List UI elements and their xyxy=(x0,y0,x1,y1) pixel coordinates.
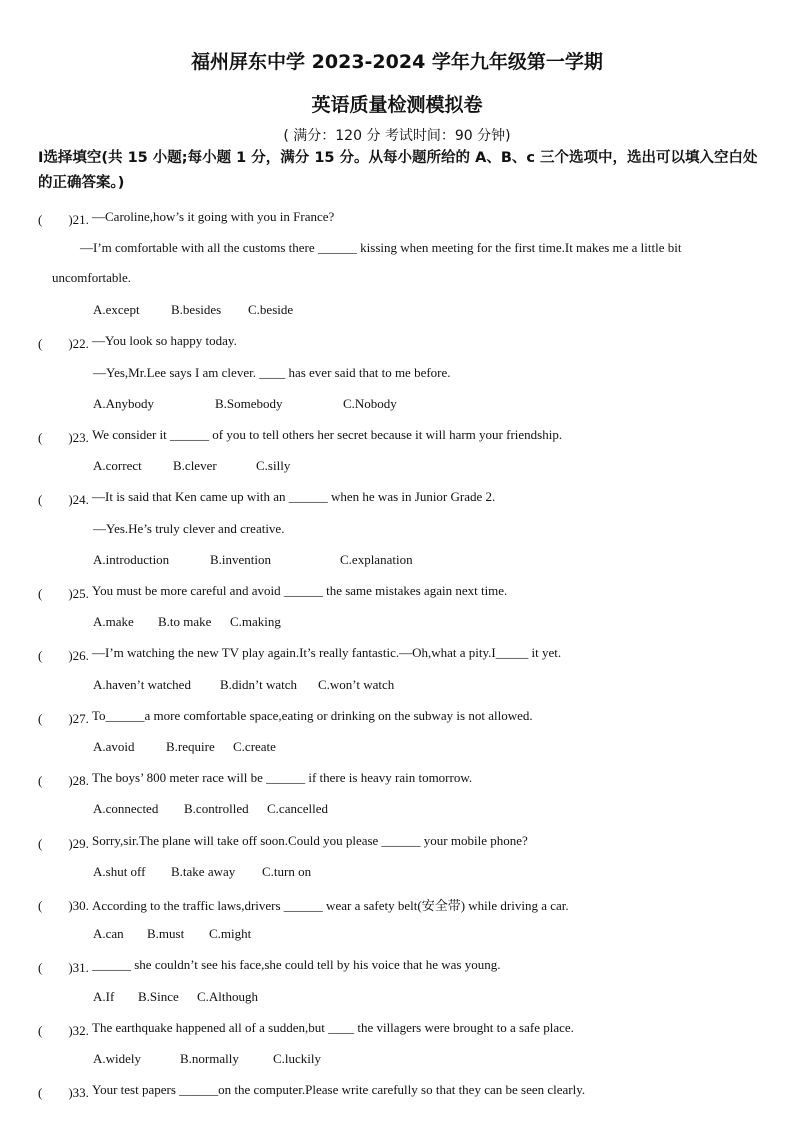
option-a: A.widely xyxy=(93,1051,142,1066)
question-stem: To______a more comfortable space,eating or drinking on the subway is not allowed. xyxy=(92,708,533,723)
question-number: ( )22. xyxy=(38,336,89,351)
question-number: ( )31. xyxy=(38,960,89,975)
answer-options xyxy=(93,458,291,474)
question-number: ( )25. xyxy=(38,586,89,601)
option-c: C.Although xyxy=(197,989,259,1004)
question-number: ( )27. xyxy=(38,711,89,726)
question-stem: Sorry,sir.The plane will take off soon.Could you please ______ your mobile phone? xyxy=(92,833,528,848)
option-b: B.to make xyxy=(158,614,212,629)
answer-options xyxy=(93,614,281,630)
question-stem: Your test papers ______on the computer.Please write carefully so that they can be seen clearly. xyxy=(92,1082,586,1097)
option-c: C.making xyxy=(230,614,281,629)
answer-options xyxy=(93,926,252,942)
question-number: ( )29. xyxy=(38,836,89,851)
question-stem: —I’m watching the new TV play again.It’s really fantastic.—Oh,what a pity.I_____ it yet. xyxy=(92,645,562,660)
question-number: ( )21. xyxy=(38,212,89,227)
option-a: A.If xyxy=(93,989,115,1004)
question-number: ( )26. xyxy=(38,648,89,663)
question-stem-line: —I’m comfortable with all the customs there ______ kissing when meeting for the first time.It makes me a little bit xyxy=(80,240,682,255)
question-stem: ______ she couldn’t see his face,she could tell by his voice that he was young. xyxy=(92,957,501,972)
option-c: C.create xyxy=(233,739,276,754)
option-b: B.normally xyxy=(180,1051,239,1066)
option-a: A.connected xyxy=(93,801,159,816)
question-stem: —You look so happy today. xyxy=(92,333,237,348)
option-c: C.cancelled xyxy=(267,801,328,816)
option-b: B.invention xyxy=(210,552,272,567)
answer-options xyxy=(93,864,312,880)
option-c: C.silly xyxy=(256,458,291,473)
answer-options xyxy=(93,396,397,412)
question-stem-line: uncomfortable. xyxy=(52,270,132,285)
answer-options xyxy=(93,989,259,1005)
option-c: C.might xyxy=(209,926,252,941)
question-stem: The earthquake happened all of a sudden,but ____ the villagers were brought to a safe place. xyxy=(92,1020,574,1035)
question-number: ( )32. xyxy=(38,1023,89,1038)
option-a: A.avoid xyxy=(93,739,135,754)
question-stem: According to the traffic laws,drivers ______ wear a safety belt(安全带) while driving a car. xyxy=(92,898,569,913)
question-number: ( )24. xyxy=(38,492,89,507)
option-c: C.won’t watch xyxy=(318,677,395,692)
section-instruction: Ⅰ选择填空(共 15 小题;每小题 1 分，满分 15 分。从每小题所给的 A、B、c 三个选项中，选出可以填入空白处的正确答案。) xyxy=(38,150,758,191)
option-a: A.make xyxy=(93,614,134,629)
option-b: B.Somebody xyxy=(215,396,283,411)
option-c: C.turn on xyxy=(262,864,312,879)
question-stem: We consider it ______ of you to tell others her secret because it will harm your friendship. xyxy=(92,427,563,442)
answer-options xyxy=(93,801,328,817)
question-number: ( )23. xyxy=(38,430,89,445)
option-b: B.clever xyxy=(173,458,217,473)
option-b: B.controlled xyxy=(184,801,249,816)
exam-info: ( 满分：120 分 考试时间：90 分钟) xyxy=(283,128,511,144)
option-c: C.explanation xyxy=(340,552,413,567)
answer-options xyxy=(93,677,395,693)
question-stem: The boys’ 800 meter race will be ______ if there is heavy rain tomorrow. xyxy=(92,770,473,785)
answer-options xyxy=(93,739,276,755)
option-a: A.correct xyxy=(93,458,142,473)
question-stem-line: —Yes,Mr.Lee says I am clever. ____ has ever said that to me before. xyxy=(93,365,451,380)
option-a: A.shut off xyxy=(93,864,146,879)
question-stem: You must be more careful and avoid ______ the same mistakes again next time. xyxy=(92,583,508,598)
option-a: A.can xyxy=(93,926,124,941)
option-a: A.Anybody xyxy=(93,396,155,411)
question-number: ( )33. xyxy=(38,1085,89,1100)
option-b: B.must xyxy=(147,926,185,941)
option-b: B.take away xyxy=(171,864,236,879)
answer-options xyxy=(93,302,294,318)
answer-options xyxy=(93,1051,322,1067)
page-subtitle: 英语质量检测模拟卷 xyxy=(311,94,483,116)
question-number: ( )28. xyxy=(38,773,89,788)
option-a: A.haven’t watched xyxy=(93,677,191,692)
option-b: B.didn’t watch xyxy=(220,677,298,692)
option-b: B.besides xyxy=(171,302,222,317)
question-stem: —Caroline,how’s it going with you in France? xyxy=(92,209,335,224)
option-c: C.luckily xyxy=(273,1051,322,1066)
option-a: A.introduction xyxy=(93,552,170,567)
option-b: B.require xyxy=(166,739,215,754)
option-b: B.Since xyxy=(138,989,179,1004)
option-c: C.beside xyxy=(248,302,294,317)
question-stem: —It is said that Ken came up with an ______ when he was in Junior Grade 2. xyxy=(92,489,496,504)
answer-options xyxy=(93,552,413,568)
page-title: 福州屏东中学 2023-2024 学年九年级第一学期 xyxy=(191,51,603,73)
option-c: C.Nobody xyxy=(343,396,397,411)
question-stem-line: —Yes.He’s truly clever and creative. xyxy=(93,521,285,536)
option-a: A.except xyxy=(93,302,140,317)
question-number: ( )30. xyxy=(38,898,89,913)
